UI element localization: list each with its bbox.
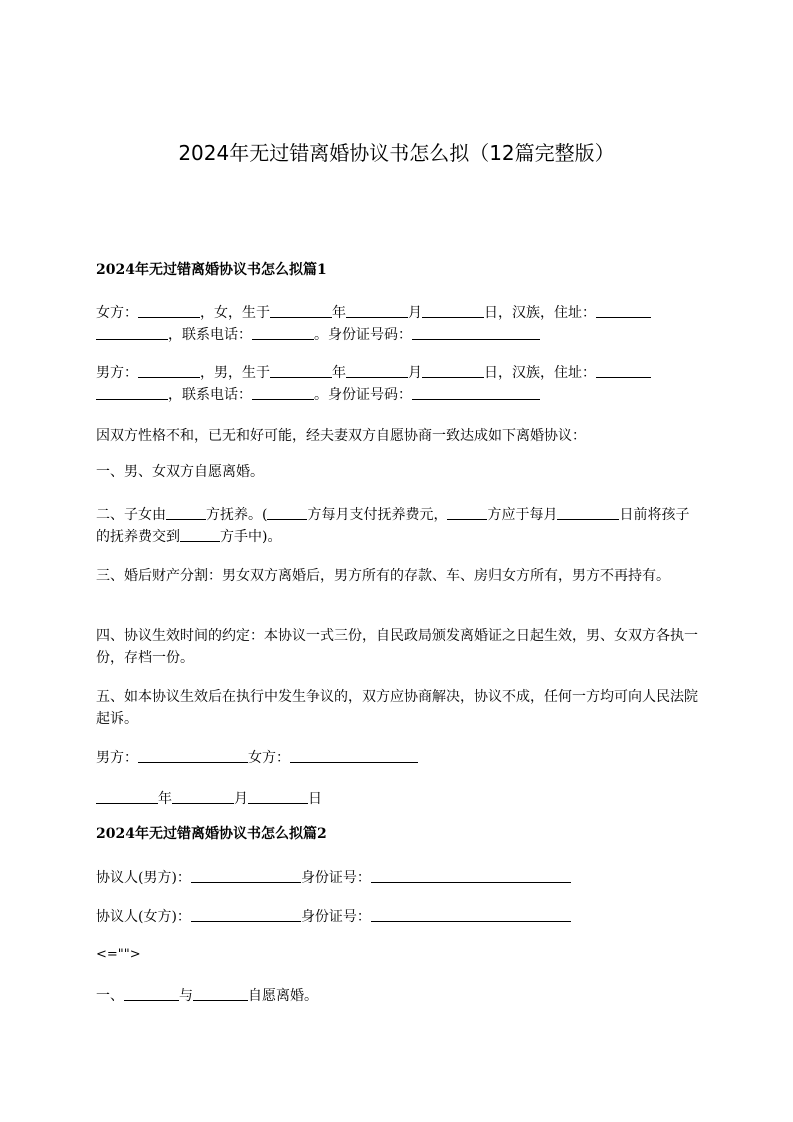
male-info-paragraph: 男方： ，男，生于 年 月 日，汉族，住址： ，联系电话： 。身份证号码：: [96, 362, 700, 406]
male-name-blank: [138, 362, 200, 378]
female-birth-day-blank: [422, 302, 484, 318]
custody-party-blank: [166, 504, 206, 520]
stray-markup-text: <="">: [96, 947, 141, 962]
female-address-blank-cont: [96, 324, 168, 340]
section-1-heading: 2024年无过错离婚协议书怎么拟篇1: [96, 262, 327, 278]
female-name-blank: [138, 302, 200, 318]
signature-line: 男方： 女方：: [96, 747, 700, 769]
male-signature-blank: [138, 747, 248, 763]
party-male-id-blank: [371, 867, 571, 883]
male-phone-blank: [252, 384, 314, 400]
payment-party-blank: [447, 504, 487, 520]
female-address-blank: [596, 302, 651, 318]
male-id-blank: [412, 384, 540, 400]
party-female-id-blank: [371, 906, 571, 922]
male-birth-month-blank: [346, 362, 408, 378]
female-signature-blank: [290, 747, 418, 763]
sign-year-blank: [96, 788, 158, 804]
party-female-name-blank: [191, 906, 301, 922]
clause-2: 二、子女由 方抚养。( 方每月支付抚养费元， 方应于每月 日前将孩子的抚养费交到 方手中)。: [96, 504, 700, 548]
party-female-line: 协议人(女方)： 身份证号：: [96, 906, 700, 928]
recipient-party-blank: [180, 526, 220, 542]
clause-5: 五、如本协议生效后在执行中发生争议的，双方应协商解决，协议不成，任何一方均可向人民法院起诉。: [96, 689, 698, 727]
document-title: 2024年无过错离婚协议书怎么拟（12篇完整版）: [178, 141, 615, 165]
party-male-line: 协议人(男方)： 身份证号：: [96, 867, 700, 889]
signing-date-line: 年 月 日: [96, 788, 700, 810]
clause-3: 三、婚后财产分割：男女双方离婚后，男方所有的存款、车、房归女方所有，男方不再持有。: [96, 568, 670, 584]
party-a-blank: [124, 985, 179, 1001]
female-birth-year-blank: [270, 302, 332, 318]
male-address-blank-cont: [96, 384, 168, 400]
female-phone-blank: [252, 324, 314, 340]
male-birth-year-blank: [270, 362, 332, 378]
party-b-blank: [193, 985, 248, 1001]
section-2-heading: 2024年无过错离婚协议书怎么拟篇2: [96, 826, 327, 842]
male-address-blank: [596, 362, 651, 378]
clause-1: 一、男、女双方自愿离婚。: [96, 464, 264, 480]
payment-day-blank: [557, 504, 619, 520]
clause-4: 四、协议生效时间的约定：本协议一式三份，自民政局颁发离婚证之日起生效，男、女双方各执一份，存档一份。: [96, 628, 698, 666]
male-birth-day-blank: [422, 362, 484, 378]
sign-day-blank: [248, 788, 308, 804]
intro-paragraph: 因双方性格不和，已无和好可能，经夫妻双方自愿协商一致达成如下离婚协议：: [96, 428, 586, 444]
section-2-clause-1: 一、 与 自愿离婚。: [96, 985, 700, 1007]
party-male-name-blank: [191, 867, 301, 883]
female-id-blank: [412, 324, 540, 340]
female-birth-month-blank: [346, 302, 408, 318]
payer-party-blank: [267, 504, 307, 520]
female-info-paragraph: 女方： ，女，生于 年 月 日，汉族，住址： ，联系电话： 。身份证号码：: [96, 302, 700, 346]
sign-month-blank: [172, 788, 234, 804]
